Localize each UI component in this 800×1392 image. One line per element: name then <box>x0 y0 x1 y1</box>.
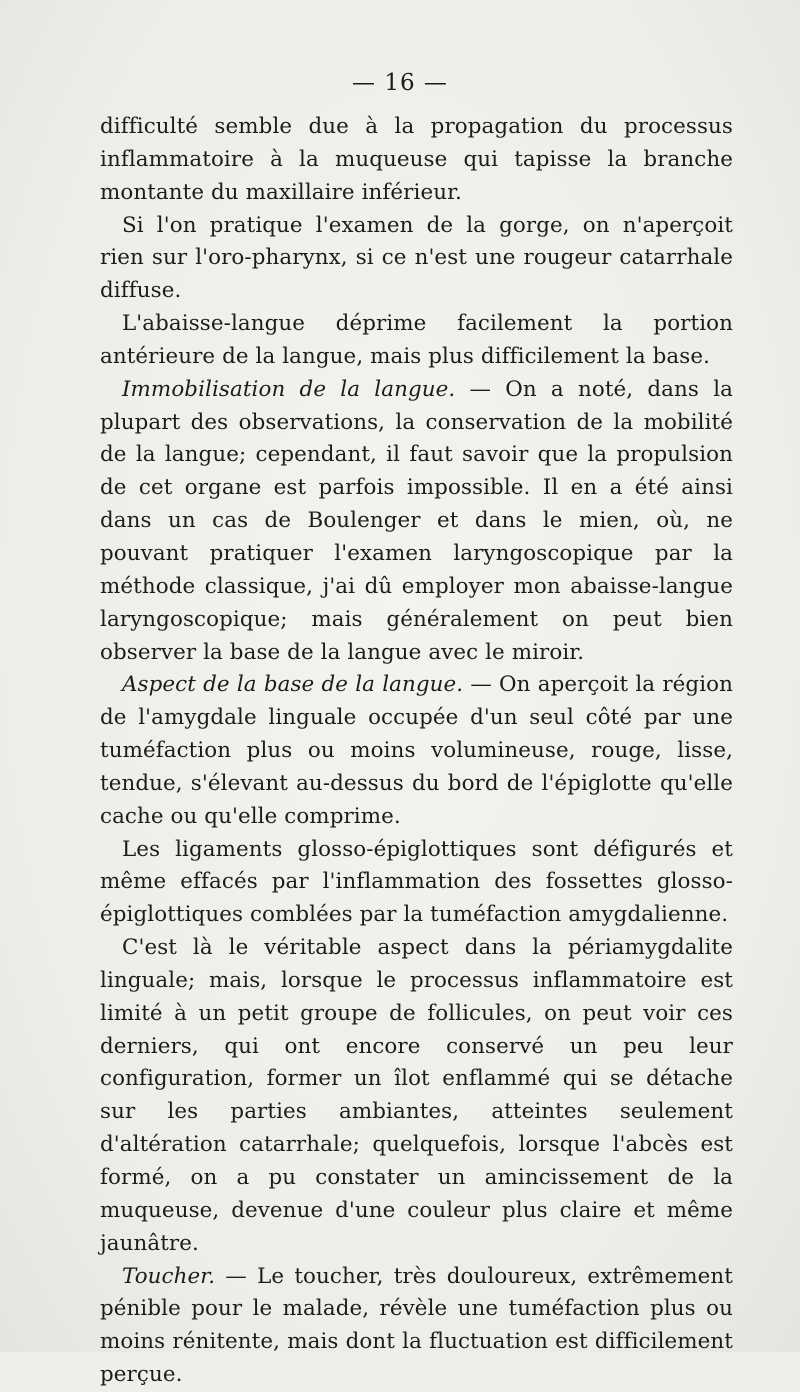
paragraph-3-text: L'abaisse-langue déprime facilement la portion antérieure de la langue, mais plus difficilement la base. <box>100 311 733 369</box>
section-heading-aspect: Aspect de la base de la langue. <box>122 672 464 698</box>
paragraph-5 <box>100 669 733 833</box>
paragraph-8-text: — Le toucher, très douloureux, extrêmement pénible pour le malade, révèle une tuméfaction plus ou moins rénitente, mais dont la fluctuation est difficilement perçue. <box>100 1263 733 1388</box>
paragraph-3 <box>100 308 733 374</box>
paragraph-6 <box>100 834 733 933</box>
paragraph-2-text: Si l'on pratique l'examen de la gorge, on n'aperçoit rien sur l'oro-pharynx, si ce n'est une rougeur catarrhale diffuse. <box>100 212 733 304</box>
paragraph-7 <box>100 932 733 1260</box>
paragraph-4 <box>100 374 733 670</box>
body-text <box>100 111 733 1392</box>
paragraph-7-text: C'est là le véritable aspect dans la périamygdalite linguale; mais, lorsque le processus inflammatoire est limité à un petit groupe de follicules, on peut voir ces derniers, qui ont encore conservé un peu leur configuration, former un îlot enflammé qui se détache sur les parties ambiantes, atteintes seulement d'altération catarrhale; quelquefois, lorsque l'abcès est formé, on a pu constater un amincissement de la muqueuse, devenue d'une couleur plus claire et même jaunâtre. <box>100 935 733 1256</box>
paragraph-1 <box>100 111 733 210</box>
paragraph-1-text: difficulté semble due à la propagation du processus inflammatoire à la muqueuse qui tapisse la branche montante du maxillaire inférieur. <box>100 114 733 205</box>
paragraph-4-text: — On a noté, dans la plupart des observations, la conservation de la mobilité de la langue; cependant, il faut savoir que la propulsion de cet organe est parfois impossible. Il en a été ainsi dans un cas de Boulenger et dans le mien, où, ne pouvant pratiquer l'examen laryngoscopique par la méthode classique, j'ai dû employer mon abaisse-langue laryngoscopique; mais généralement on peut bien observer la base de la langue avec le miroir. <box>100 376 733 665</box>
page-number: — 16 — <box>352 70 448 96</box>
paragraph-6-text: Les ligaments glosso-épiglottiques sont défigurés et même effacés par l'inflammation des fossettes glosso-épiglottiques comblées par la tuméfaction amygdalienne. <box>100 836 733 928</box>
paragraph-2 <box>100 210 733 309</box>
paragraph-5-text: — On aperçoit la région de l'amygdale linguale occupée d'un seul côté par une tuméfaction plus ou moins volumineuse, rouge, lisse, tendue, s'élevant au-dessus du bord de l'épiglotte qu'elle cache ou qu'elle comprime. <box>100 672 733 829</box>
section-heading-toucher: Toucher. <box>122 1263 216 1289</box>
paragraph-8 <box>100 1261 733 1392</box>
section-heading-immobilisation: Immobilisation de la langue. <box>122 376 456 402</box>
